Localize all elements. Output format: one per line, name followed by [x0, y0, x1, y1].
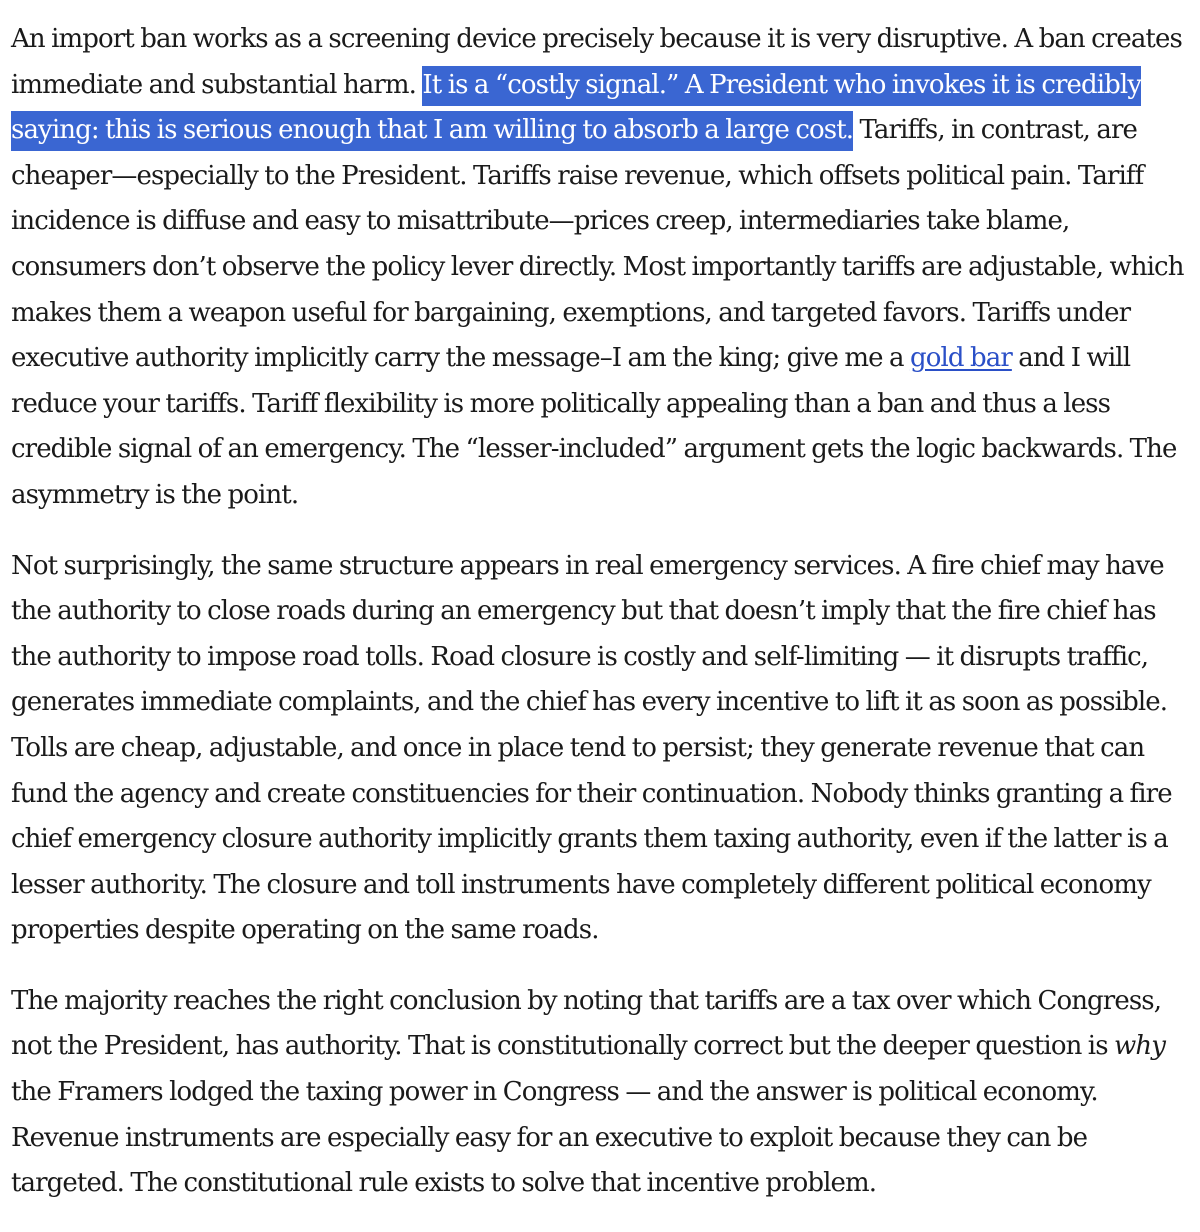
paragraph-majority [11, 979, 1191, 1207]
paragraph-fire-chief [11, 544, 1191, 954]
paragraph-text: Tariffs, in contrast, are cheaper—especially to the President. Tariffs raise revenue, which offsets political pain. Tariff incidence is diffuse and easy to misattribute—prices creep, intermediaries take blame, consumers don’t observe the policy lever directly. Most importantly tariffs are adjustable, which makes them a weapon useful for bargaining, exemptions, and targeted favors. Tariffs under executive authority implicitly carry the message–I am the king; give me a [11, 115, 1184, 374]
paragraph-text: the Framers lodged the taxing power in Congress — and the answer is political economy. Revenue instruments are especially easy for an executive to exploit because they can be targeted. The constitutional rule exists to solve that incentive problem. [11, 1077, 1098, 1199]
paragraph-text: and I will reduce your tariffs. Tariff flexibility is more politically appealing than a ban and thus a less credible signal of an emergency. The “lesser-included” argument gets the logic backwards. The asymmetry is the point. [11, 343, 1177, 510]
selected-text[interactable]: It is a “costly signal.” A President who invokes it is credibly saying: this is serious enough that I am willing to absorb a large cost. [11, 66, 1141, 152]
emphasis-why: why [1114, 1031, 1165, 1062]
gold-bar-link[interactable]: gold bar [909, 343, 1012, 374]
paragraph-import-ban [11, 17, 1191, 519]
paragraph-text: The majority reaches the right conclusion by noting that tariffs are a tax over which Congress, not the President, has authority. That is constitutionally correct but the deeper question is [11, 985, 1162, 1062]
article-body [11, 17, 1191, 1232]
paragraph-text: An import ban works as a screening device precisely because it is very disruptive. A ban creates immediate and substantial harm. [11, 24, 1182, 100]
paragraph-text: Not surprisingly, the same structure appears in real emergency services. A fire chief may have the authority to close roads during an emergency but that doesn’t imply that the fire chief has the authority to impose road tolls. Road closure is costly and self-limiting — it disrupts traffic, generates immediate complaints, and the chief has every incentive to lift it as soon as possible. Tolls are cheap, adjustable, and once in place tend to persist; they generate revenue that can fund the agency and create constituencies for their continuation. Nobody thinks granting a fire chief emergency closure authority implicitly grants them taxing authority, even if the latter is a lesser authority. The closure and toll instruments have completely different political economy properties despite operating on the same roads. [11, 550, 1172, 946]
